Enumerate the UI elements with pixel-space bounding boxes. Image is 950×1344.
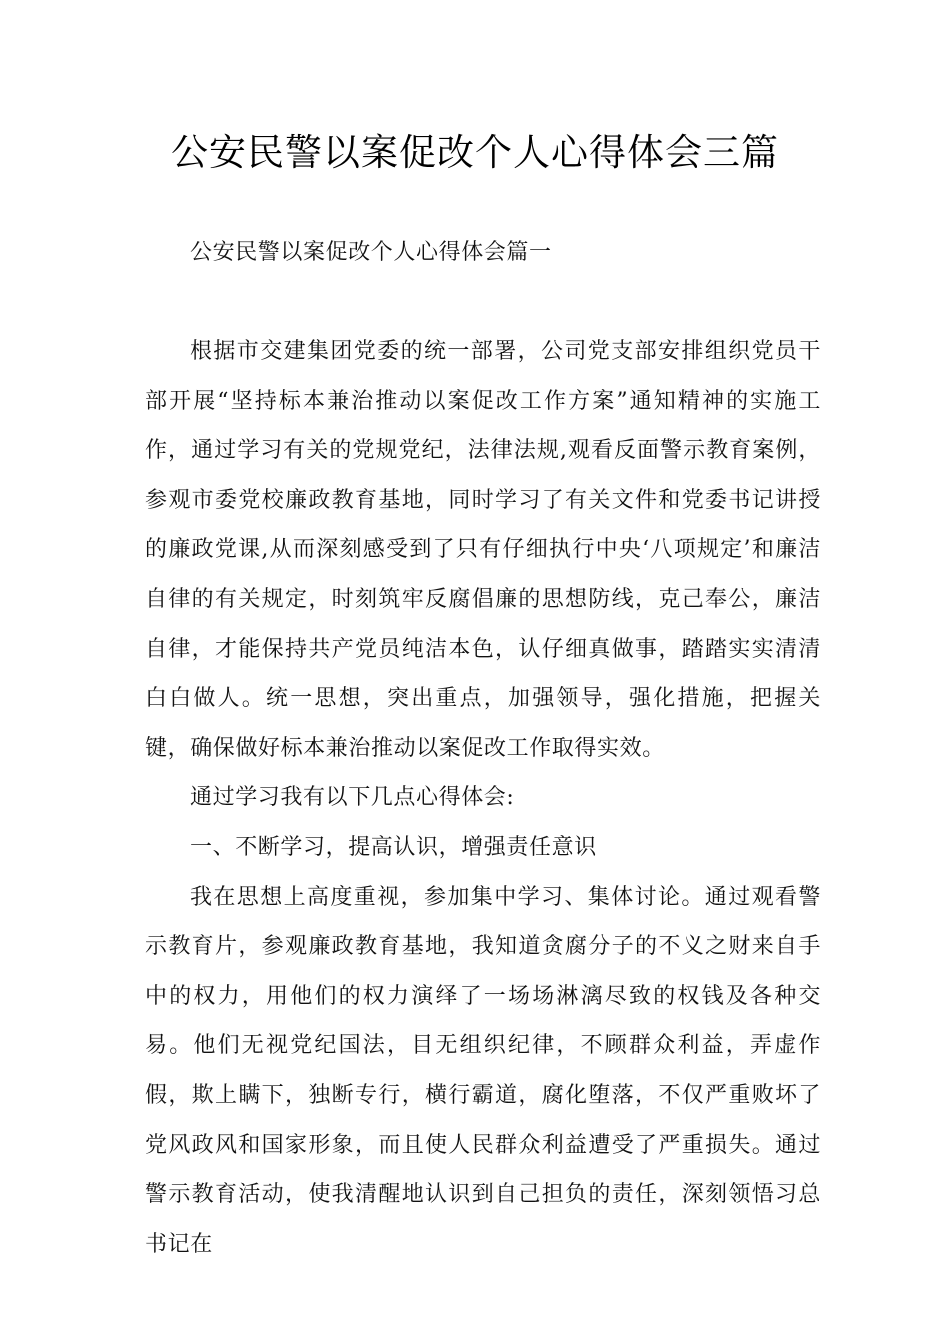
- document-title: 公安民警以案促改个人心得体会三篇: [171, 131, 779, 174]
- body-paragraph: 通过学习我有以下几点心得体会:: [190, 785, 515, 811]
- section-heading-block: [145, 228, 821, 278]
- body-paragraph: 我在思想上高度重视，参加集中学习、集体讨论。通过观看警示教育片，参观廉政教育基地，我知道贪腐分子的不义之财来自手中的权力，用他们的权力演绎了一场场淋漓尽致的权钱及各种交易。他们无视党纪国法，目无组织纪律，不顾群众利益，弄虚作假，欺上瞒下，独断专行，横行霸道，腐化堕落，不仅严重败坏了党风政风和国家形象，而且使人民群众利益遭受了严重损失。通过警示教育活动，使我清醒地认识到自己担负的责任，深刻领悟习总书记在: [145, 884, 821, 1257]
- document-body: [145, 327, 821, 1269]
- section-heading: 公安民警以案促改个人心得体会篇一: [190, 240, 552, 265]
- list-heading: 一、不断学习，提高认识，增强责任意识: [190, 834, 597, 860]
- body-paragraph: 根据市交建集团党委的统一部署，公司党支部安排组织党员干部开展“坚持标本兼治推动以案促改工作方案”通知精神的实施工作，通过学习有关的党规党纪，法律法规,观看反面警示教育案例，参观市委党校廉政教育基地，同时学习了有关文件和党委书记讲授的廉政党课,从而深刻感受到了只有仔细执行中央‘八项规定’和廉洁自律的有关规定，时刻筑牢反腐倡廉的思想防线，克己奉公，廉洁自律，才能保持共产党员纯洁本色，认仔细真做事，踏踏实实清清白白做人。统一思想，突出重点，加强领导，强化措施，把握关键，确保做好标本兼治推动以案促改工作取得实效。: [145, 339, 821, 761]
